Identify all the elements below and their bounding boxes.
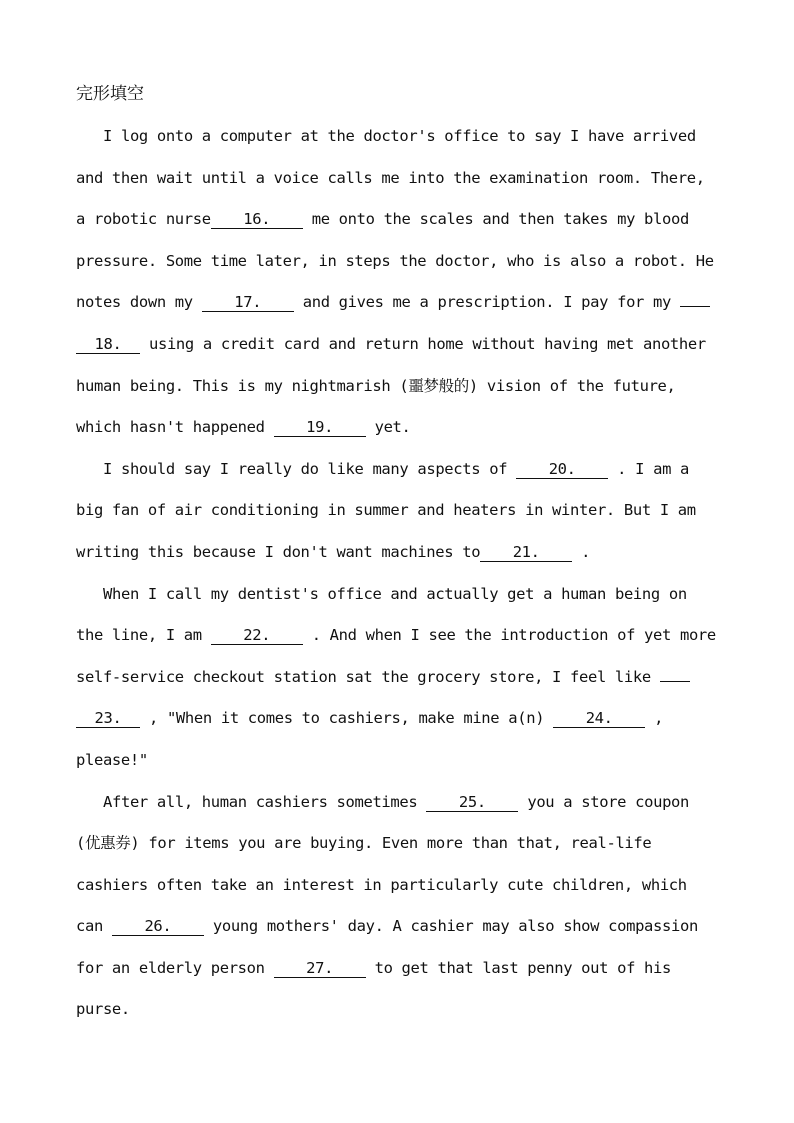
passage-text: the line, I am bbox=[76, 626, 202, 645]
passage-line-9 bbox=[76, 449, 744, 491]
passage-line-18 bbox=[76, 823, 744, 865]
passage-text: . I am a bbox=[617, 459, 690, 478]
blank-21[interactable]: 21. bbox=[480, 543, 572, 562]
passage-text: me onto the scales and then takes my blood bbox=[311, 210, 689, 229]
blank-17[interactable]: 17. bbox=[202, 293, 294, 312]
blank-25[interactable]: 25. bbox=[426, 793, 518, 812]
passage-text: and gives me a prescription. I pay for my bbox=[302, 293, 671, 312]
passage-line-8 bbox=[76, 407, 744, 449]
blank-26[interactable]: 26. bbox=[112, 917, 204, 936]
blank-18-lead bbox=[680, 288, 710, 307]
passage-text: cashiers often take an interest in particularly cute children, which bbox=[76, 875, 687, 894]
passage-text: , bbox=[654, 709, 664, 728]
passage-text: purse. bbox=[76, 1000, 130, 1019]
passage-text: I log onto a computer at the doctor's office to say I have arrived bbox=[103, 127, 696, 145]
passage-text: please!" bbox=[76, 750, 148, 769]
blank-23[interactable]: 23. bbox=[76, 709, 140, 728]
blank-24[interactable]: 24. bbox=[553, 709, 645, 728]
passage-text: using a credit card and return home without having met another bbox=[148, 334, 706, 353]
passage-line-4 bbox=[76, 241, 744, 283]
passage-line-5 bbox=[76, 282, 744, 324]
passage-line-15 bbox=[76, 698, 744, 740]
passage-text: notes down my bbox=[76, 293, 193, 312]
passage-line-7 bbox=[76, 366, 744, 408]
passage-line-12 bbox=[76, 574, 744, 616]
passage-text: you a store coupon bbox=[527, 792, 690, 811]
blank-19[interactable]: 19. bbox=[274, 418, 366, 437]
passage-text: (优惠券) for items you are buying. Even more than that, real-life bbox=[76, 834, 652, 853]
blank-27[interactable]: 27. bbox=[274, 959, 366, 978]
passage-text: human being. This is my nightmarish (噩梦般的) vision of the future, bbox=[76, 376, 676, 395]
passage-line-6 bbox=[76, 324, 744, 366]
passage-line-11 bbox=[76, 532, 744, 574]
passage-line-1 bbox=[76, 116, 744, 158]
blank-23-lead bbox=[660, 663, 690, 682]
passage-line-17 bbox=[76, 782, 744, 824]
passage-line-10 bbox=[76, 490, 744, 532]
passage-text: to get that last penny out of his bbox=[374, 958, 671, 977]
passage-line-16 bbox=[76, 740, 744, 782]
passage-text: pressure. Some time later, in steps the doctor, who is also a robot. He bbox=[76, 251, 714, 270]
passage-text: writing this because I don't want machines to bbox=[76, 542, 481, 561]
passage-text: . bbox=[581, 542, 591, 561]
passage-text: After all, human cashiers sometimes bbox=[103, 792, 418, 811]
blank-18[interactable]: 18. bbox=[76, 335, 140, 354]
passage-text: young mothers' day. A cashier may also show compassion bbox=[212, 917, 698, 936]
passage-text: and then wait until a voice calls me into the examination room. There, bbox=[76, 168, 705, 187]
passage-line-21 bbox=[76, 948, 744, 990]
passage-text: a robotic nurse bbox=[76, 210, 211, 229]
passage-text: yet. bbox=[374, 418, 411, 437]
blank-16[interactable]: 16. bbox=[211, 210, 303, 229]
passage-text: can bbox=[76, 917, 103, 936]
passage-text: , "When it comes to cashiers, make mine a(n) bbox=[148, 709, 545, 728]
passage-line-22 bbox=[76, 989, 744, 1031]
passage-line-20 bbox=[76, 906, 744, 948]
passage-text: which hasn't happened bbox=[76, 418, 265, 437]
passage-text: big fan of air conditioning in summer and heaters in winter. But I am bbox=[76, 501, 696, 520]
passage-line-14 bbox=[76, 657, 744, 699]
passage-line-13 bbox=[76, 615, 744, 657]
passage-line-2 bbox=[76, 158, 744, 200]
passage-text: When I call my dentist's office and actually get a human being on bbox=[103, 584, 687, 603]
blank-22[interactable]: 22. bbox=[211, 626, 303, 645]
passage-text: self-service checkout station sat the grocery store, I feel like bbox=[76, 667, 651, 686]
blank-20[interactable]: 20. bbox=[516, 460, 608, 479]
cloze-passage bbox=[76, 80, 744, 1031]
passage-text: for an elderly person bbox=[76, 958, 265, 977]
section-title: 完形填空 bbox=[76, 84, 144, 104]
passage-line-3 bbox=[76, 199, 744, 241]
passage-line-19 bbox=[76, 865, 744, 907]
passage-text: I should say I really do like many aspects of bbox=[103, 459, 508, 478]
passage-text: . And when I see the introduction of yet more bbox=[311, 626, 716, 645]
